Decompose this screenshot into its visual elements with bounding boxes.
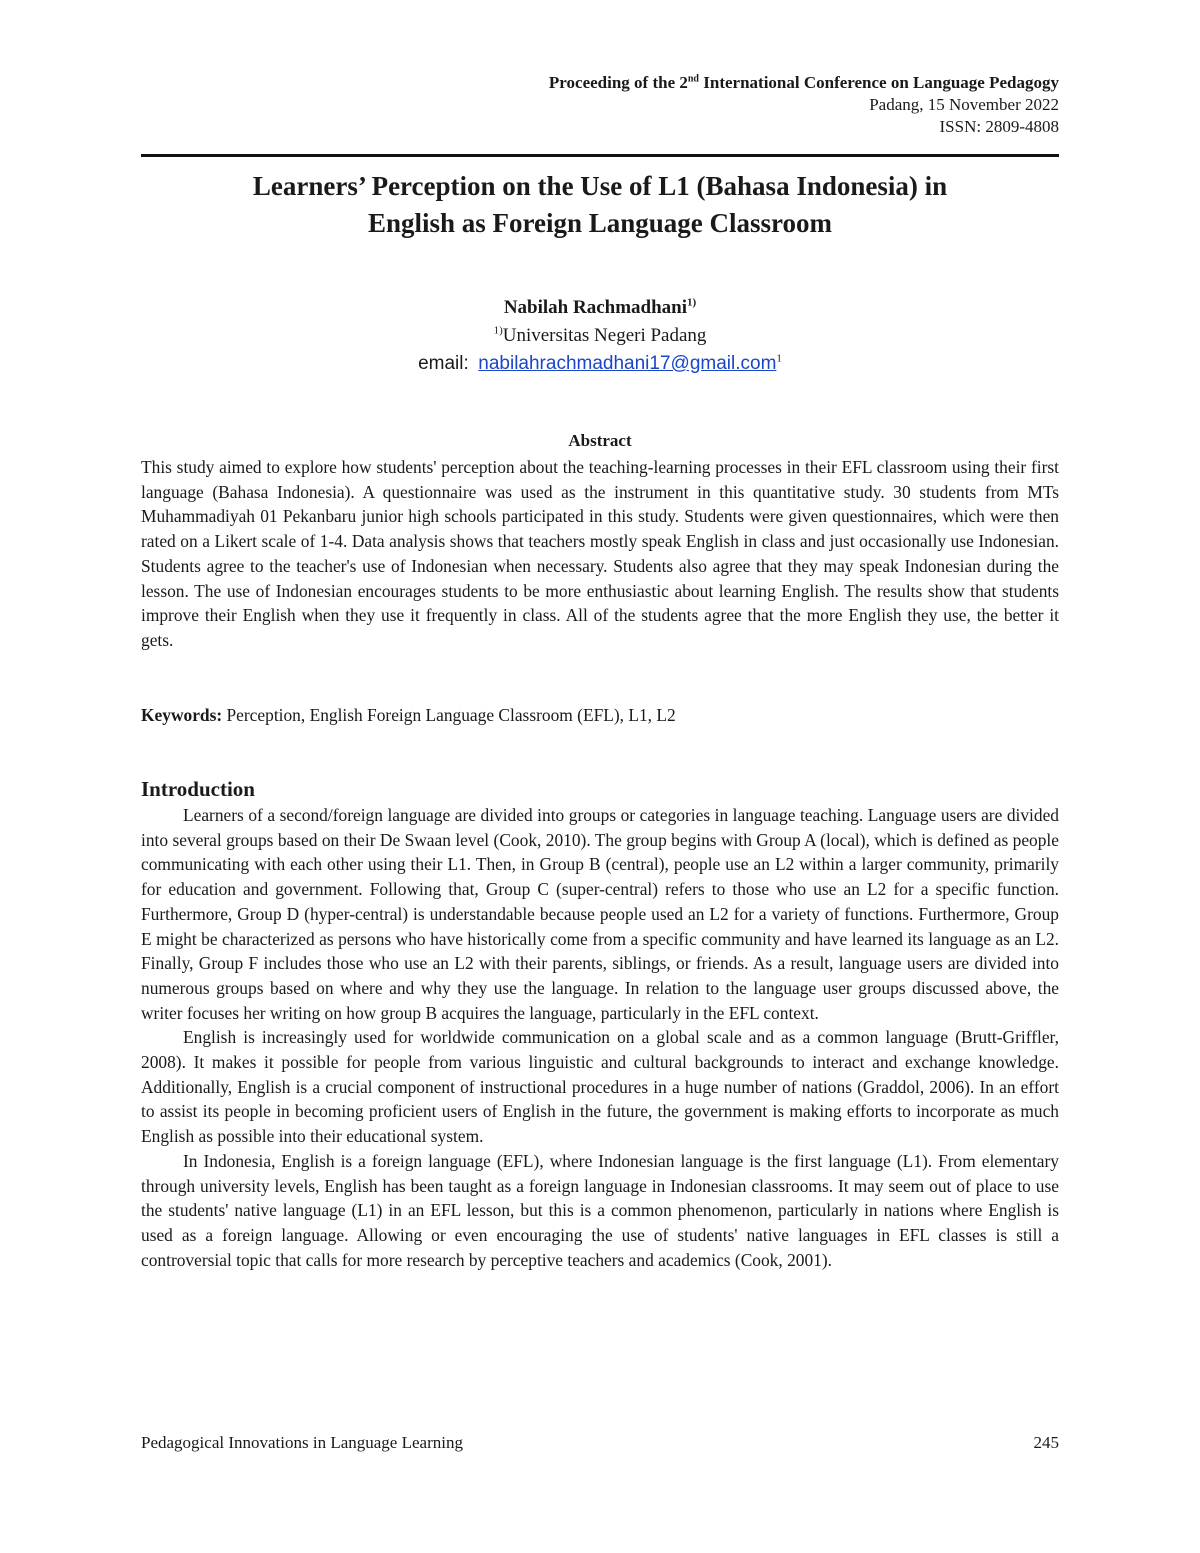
affiliation-text: Universitas Negeri Padang bbox=[502, 325, 707, 346]
conference-name-suffix: International Conference on Language Pedagogy bbox=[699, 73, 1059, 92]
conference-ordinal-sup: nd bbox=[687, 73, 699, 85]
keywords-value: Perception, English Foreign Language Classroom (EFL), L1, L2 bbox=[222, 705, 676, 725]
abstract-heading: Abstract bbox=[568, 431, 632, 450]
author-affiliation bbox=[141, 322, 1059, 350]
paper-title-line-1: Learners’ Perception on the Use of L1 (Bahasa Indonesia) in bbox=[252, 171, 948, 201]
introduction-body bbox=[141, 803, 1059, 1272]
introduction-paragraph-2: English is increasingly used for worldwide communication on a global scale and as a common language (Brutt-Griffler, 2008). It makes it possible for people from various linguistic and cultural backgrounds to interact and exchange knowledge. Additionally, English is a crucial component of instructional procedures in a huge number of nations (Graddol, 2006). In an effort to assist its people in becoming proficient users of English in the future, the government is making efforts to incorporate as much English as possible into their educational system. bbox=[141, 1027, 1059, 1147]
author-email-line bbox=[141, 350, 1059, 378]
paper-title-line-2: English as Foreign Language Classroom bbox=[367, 208, 833, 238]
email-sup: 1 bbox=[776, 352, 782, 365]
author-name bbox=[141, 294, 1059, 322]
introduction-paragraph-1: Learners of a second/foreign language are divided into groups or categories in language teaching. Language users are divided into several groups based on their De Swaan level (Cook, 2010). The group begins with Group A (local), which is defined as people communicating with each other using their L1. Then, in Group B (central), people use an L2 within a larger community, primarily for education and government. Following that, Group C (super-central) refers to those who use an L2 for a specific function. Furthermore, Group D (hyper-central) is understandable because people used an L2 for a variety of functions. Furthermore, Group E might be characterized as persons who have historically come from a specific community and have learned its language as an L2. Finally, Group F includes those who use an L2 with their parents, siblings, or friends. As a result, language users are divided into numerous groups based on where and why they use the language. In relation to the language user groups discussed above, the writer focuses her writing on how group B acquires the language, particularly in the EFL context. bbox=[141, 805, 1059, 1023]
footer-journal-name: Pedagogical Innovations in Language Learning bbox=[141, 1433, 463, 1452]
email-label: email: bbox=[418, 353, 469, 374]
introduction-heading: Introduction bbox=[141, 777, 255, 801]
header-divider bbox=[141, 154, 1059, 157]
introduction-paragraph-3: In Indonesia, English is a foreign language (EFL), where Indonesian language is the first language (L1). From elementary through university levels, English has been taught as a foreign language in Indonesian classrooms. It may seem out of place to use the students' native language (L1) in an EFL lesson, but this is a common phenomenon, particularly in nations where English is used as a foreign language. Allowing or even encouraging the use of students' native languages in EFL classes is still a controversial topic that calls for more research by perceptive teachers and academics (Cook, 2001). bbox=[141, 1150, 1059, 1270]
paper-title bbox=[141, 168, 1059, 242]
running-header bbox=[549, 72, 1059, 138]
author-block bbox=[141, 294, 1059, 378]
affiliation-sup: 1) bbox=[493, 324, 503, 337]
conference-location-date: Padang, 15 November 2022 bbox=[869, 95, 1059, 114]
issn: ISSN: 2809-4808 bbox=[939, 117, 1059, 136]
author-name-sup: 1) bbox=[687, 296, 697, 309]
footer-page-number: 245 bbox=[1033, 1433, 1059, 1452]
conference-name bbox=[549, 72, 1059, 94]
author-name-text: Nabilah Rachmadhani bbox=[503, 297, 688, 318]
keywords-label: Keywords: bbox=[141, 705, 223, 725]
abstract-text: This study aimed to explore how students' perception about the teaching-learning processes in their EFL classroom using their first language (Bahasa Indonesia). A questionnaire was used as the instrument in this quantitative study. 30 students from MTs Muhammadiyah 01 Pekanbaru junior high schools participated in this study. Students were given questionnaires, which were then rated on a Likert scale of 1-4. Data analysis shows that teachers mostly speak English in class and just occasionally use Indonesian. Students agree to the teacher's use of Indonesian when necessary. Students also agree that they may speak Indonesian during the lesson. The use of Indonesian encourages students to be more enthusiastic about learning English. The results show that students improve their English when they use it frequently in class. All of the students agree that the more English they use, the better it gets. bbox=[141, 457, 1059, 650]
author-email-link[interactable]: nabilahrachmadhani17@gmail.com bbox=[478, 353, 777, 374]
conference-name-prefix: Proceeding of the 2 bbox=[548, 73, 688, 92]
keywords-line bbox=[141, 703, 1059, 727]
